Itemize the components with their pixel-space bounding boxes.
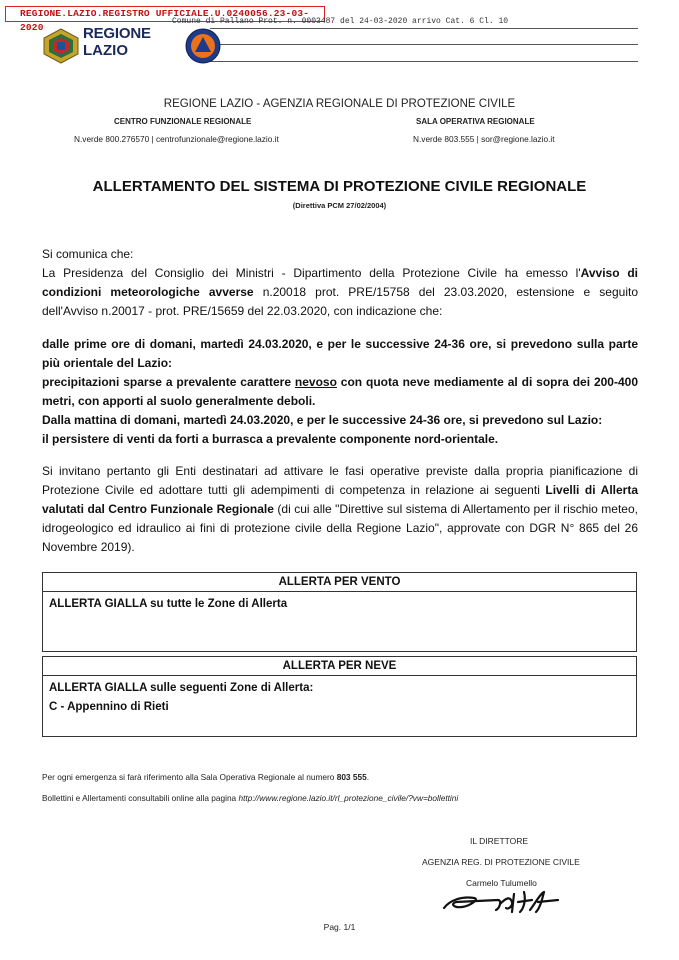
intro-lead: Si comunica che:	[42, 247, 134, 261]
wind-alert-title: ALLERTA PER VENTO	[43, 573, 636, 592]
centro-funzionale-contact: N.verde 800.276570 | centrofunzionale@regione.lazio.it	[74, 134, 279, 144]
header-rule-top	[210, 28, 638, 29]
logo-lazio-text: LAZIO	[83, 42, 128, 59]
registry-stamp: REGIONE.LAZIO.REGISTRO UFFICIALE.U.0240056.23-03-2020	[5, 6, 325, 22]
document-title: ALLERTAMENTO DEL SISTEMA DI PROTEZIONE CIVILE REGIONALE	[92, 178, 587, 195]
protezione-civile-logo-icon	[185, 28, 221, 64]
snow-alert-body	[43, 676, 636, 720]
directive-reference: (Direttiva PCM 27/02/2004)	[292, 201, 387, 210]
forecast-line-1: dalle prime ore di domani, martedì 24.03.2020, e per le successive 24-36 ore, si prevedono sulla parte più orientale del Lazio:	[42, 337, 638, 370]
sala-operativa-contact: N.verde 803.555 | sor@regione.lazio.it	[413, 134, 555, 144]
intro-paragraph: La Presidenza del Consiglio dei Ministri - Dipartimento della Protezione Civile ha emesso l'Avviso di condizioni meteorologiche avverse n.20018 prot. PRE/15758 del 23.03.2020, estensione e seguito dell'Avviso n.20017 - prot. PRE/15659 del 22.03.2020, con indicazione che:	[42, 266, 638, 318]
emergency-note: Per ogni emergenza si farà riferimento alla Sala Operativa Regionale al numero 803 555.	[42, 772, 370, 782]
signature-agency: AGENZIA REG. DI PROTEZIONE CIVILE	[422, 857, 580, 867]
agency-title: REGIONE LAZIO - AGENZIA REGIONALE DI PROTEZIONE CIVILE	[163, 98, 516, 110]
snow-alert-box	[42, 656, 637, 737]
invite-paragraph: Si invitano pertanto gli Enti destinatari ad attivare le fasi operative previste dalla propria pianificazione di Protezione Civile ed adottare tutti gli adempimenti di competenza in relazione ai seguenti Livelli di Allerta valutati dal Centro Funzionale Regionale (di cui alle "Direttive sul sistema di Allertamento per il rischio meteo, idrogeologico ed idraulico ai fini di protezione civile della Regione Lazio", approvate con DGR N° 865 del 26 Novembre 2019).	[42, 464, 638, 554]
snow-alert-line-1: ALLERTA GIALLA sulle seguenti Zone di Allerta:	[49, 682, 314, 694]
signature-role: IL DIRETTORE	[470, 836, 529, 846]
regione-lazio-emblem-icon	[42, 28, 80, 64]
page-number: Pag. 1/1	[323, 922, 356, 932]
bulletins-link[interactable]: http://www.regione.lazio.it/rl_protezione_civile/?vw=bollettini	[238, 793, 459, 803]
header-rule-bottom	[210, 61, 638, 62]
bulletins-note: Bollettini e Allertamenti consultabili online alla pagina http://www.regione.lazio.it/rl_protezione_civile/?vw=bollettini	[42, 793, 459, 803]
forecast-paragraph	[42, 335, 638, 449]
snow-alert-title: ALLERTA PER NEVE	[43, 657, 636, 676]
handwritten-signature-icon	[440, 888, 565, 916]
wind-alert-box	[42, 572, 637, 652]
forecast-line-2: precipitazioni sparse a prevalente carattere nevoso con quota neve mediamente al di sopra dei 200-400 metri, con apporti al suolo generalmente deboli.	[42, 375, 638, 408]
protocol-line: Comune di Pallano Prot. n. 0003487 del 24-03-2020 arrivo Cat. 6 Cl. 10	[172, 17, 509, 26]
logo-regione-text: REGIONE	[83, 25, 151, 42]
forecast-line-3: Dalla mattina di domani, martedì 24.03.2020, e per le successive 24-36 ore, si prevedono sul Lazio:	[42, 413, 603, 427]
signature-name: Carmelo Tulumello	[466, 878, 537, 888]
forecast-line-4: il persistere di venti da forti a burrasca a prevalente componente nord-orientale.	[42, 432, 499, 446]
header-rule-middle	[210, 44, 638, 45]
wind-alert-body: ALLERTA GIALLA su tutte le Zone di Allerta	[49, 598, 288, 610]
sala-operativa-title: SALA OPERATIVA REGIONALE	[416, 117, 535, 126]
snow-alert-line-2: C - Appennino di Rieti	[49, 701, 169, 713]
centro-funzionale-title: CENTRO FUNZIONALE REGIONALE	[114, 117, 252, 126]
